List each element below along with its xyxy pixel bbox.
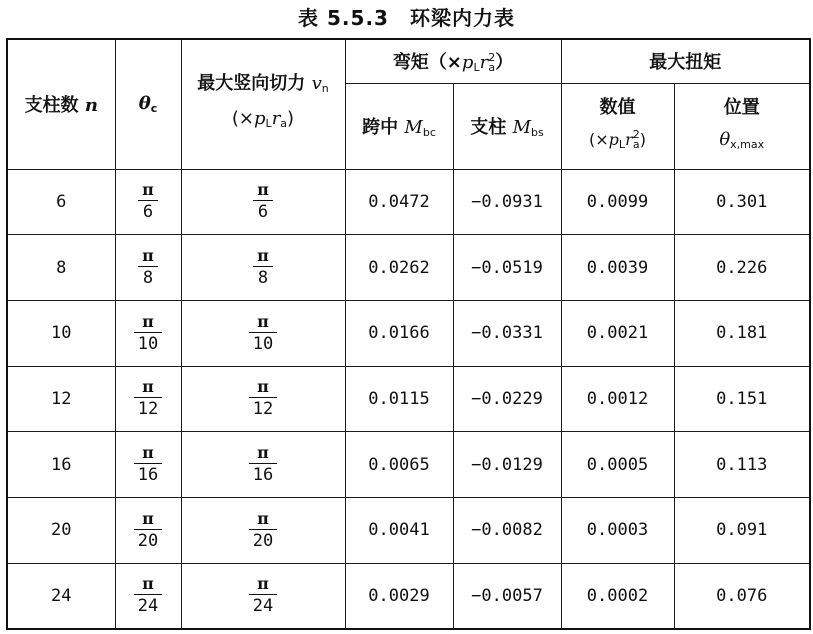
cell-n: 20 (7, 498, 115, 564)
cell-position: 0.091 (674, 498, 810, 564)
cell-torsion: 0.0039 (561, 235, 674, 301)
tv-unit-r-sup: 2 (632, 128, 640, 142)
shear-fraction (253, 246, 273, 289)
cell-position: 0.301 (674, 169, 810, 235)
table-row (7, 366, 810, 432)
unit-open: (× (231, 108, 255, 130)
mid-symbol: M (404, 117, 423, 139)
header-support-count (7, 39, 115, 169)
tv-unit-r-sub: a (632, 138, 640, 152)
cell-m-bc: 0.0262 (345, 235, 453, 301)
sup-symbol: M (512, 117, 531, 139)
moment-group-r: r (479, 52, 489, 74)
cell-m-bs: −0.0229 (453, 366, 561, 432)
shear-fraction (249, 312, 277, 355)
cell-m-bc: 0.0166 (345, 300, 453, 366)
theta-numerator: π (142, 443, 154, 463)
theta-numerator: π (142, 180, 154, 200)
cell-m-bs: −0.0331 (453, 300, 561, 366)
shear-numerator: π (257, 508, 269, 528)
shear-fraction (249, 574, 277, 617)
cell-torsion: 0.0099 (561, 169, 674, 235)
cell-torsion: 0.0021 (561, 300, 674, 366)
table-body (7, 169, 810, 629)
unit-p-sub: L (265, 117, 272, 131)
unit-r: r (271, 108, 281, 130)
theta-denominator: 6 (138, 200, 158, 223)
theta-fraction (134, 574, 162, 617)
unit-r-sub: a (280, 117, 288, 131)
cell-shear (181, 498, 345, 564)
header-max-shear-unit (182, 104, 345, 139)
shear-fraction (249, 509, 277, 552)
header-row-1 (7, 39, 810, 83)
shear-denominator: 8 (253, 266, 273, 289)
cell-m-bs: −0.0129 (453, 432, 561, 498)
cell-n: 10 (7, 300, 115, 366)
theta-denominator: 10 (134, 332, 162, 355)
theta-fraction (138, 246, 158, 289)
moment-group-label: 弯矩（× (392, 52, 462, 74)
shear-denominator: 10 (249, 332, 277, 355)
moment-group-p-sub: L (473, 61, 480, 75)
header-theta-sub: c (150, 102, 158, 116)
cell-position: 0.226 (674, 235, 810, 301)
cell-torsion: 0.0012 (561, 366, 674, 432)
shear-numerator: π (257, 246, 269, 266)
cell-torsion: 0.0003 (561, 498, 674, 564)
shear-denominator: 12 (249, 397, 277, 420)
table-caption: 表 5.5.3 环梁内力表 (298, 6, 515, 30)
shear-fraction (249, 443, 277, 486)
cell-shear (181, 366, 345, 432)
shear-denominator: 6 (253, 200, 273, 223)
cell-m-bs: −0.0082 (453, 498, 561, 564)
ring-beam-force-table (6, 38, 811, 630)
tv-unit-open: (× (589, 129, 609, 149)
header-max-shear-symbol: v (311, 73, 322, 95)
cell-torsion: 0.0002 (561, 563, 674, 629)
cell-theta (115, 432, 181, 498)
moment-group-r-sup: 2 (488, 51, 496, 65)
theta-denominator: 12 (134, 397, 162, 420)
header-mid-moment (345, 83, 453, 169)
cell-n: 12 (7, 366, 115, 432)
torsion-value-unit (562, 124, 674, 161)
header-torsion-value (561, 83, 674, 169)
header-theta-symbol: θ (138, 93, 151, 115)
cell-theta (115, 563, 181, 629)
torsion-value-label: 数值 (599, 96, 636, 118)
table-row (7, 432, 810, 498)
sup-label: 支柱 (470, 117, 507, 139)
header-max-shear-sub: n (321, 82, 329, 96)
cell-m-bs: −0.0057 (453, 563, 561, 629)
header-max-shear (181, 39, 345, 169)
tv-unit-p: p (608, 129, 619, 149)
theta-denominator: 20 (134, 529, 162, 552)
table-row (7, 169, 810, 235)
cell-m-bc: 0.0041 (345, 498, 453, 564)
cell-torsion: 0.0005 (561, 432, 674, 498)
theta-numerator: π (142, 246, 154, 266)
unit-close: ) (287, 108, 295, 130)
cell-m-bc: 0.0472 (345, 169, 453, 235)
theta-numerator: π (142, 377, 154, 397)
theta-fraction (138, 180, 158, 223)
torsion-group-label: 最大扭矩 (649, 52, 722, 74)
header-torsion-group (561, 39, 810, 83)
cell-position: 0.151 (674, 366, 810, 432)
theta-fraction (134, 312, 162, 355)
cell-theta (115, 235, 181, 301)
cell-shear (181, 169, 345, 235)
cell-theta (115, 169, 181, 235)
tv-unit-p-sub: L (618, 137, 626, 151)
theta-numerator: π (142, 311, 154, 331)
cell-position: 0.076 (674, 563, 810, 629)
header-torsion-position (674, 83, 810, 169)
shear-numerator: π (257, 574, 269, 594)
moment-group-p: p (461, 52, 474, 74)
shear-numerator: π (257, 311, 269, 331)
cell-shear (181, 235, 345, 301)
torsion-pos-sub: x,max (730, 137, 765, 151)
mid-label: 跨中 (362, 117, 399, 139)
cell-m-bc: 0.0115 (345, 366, 453, 432)
cell-theta (115, 300, 181, 366)
cell-shear (181, 432, 345, 498)
cell-m-bs: −0.0519 (453, 235, 561, 301)
sup-sub: bs (531, 126, 544, 140)
cell-position: 0.113 (674, 432, 810, 498)
table-row (7, 235, 810, 301)
theta-fraction (134, 509, 162, 552)
cell-theta (115, 366, 181, 432)
shear-numerator: π (257, 443, 269, 463)
cell-position: 0.181 (674, 300, 810, 366)
moment-group-r-sub: a (488, 61, 496, 75)
cell-n: 6 (7, 169, 115, 235)
shear-denominator: 24 (249, 594, 277, 617)
cell-shear (181, 563, 345, 629)
cell-shear (181, 300, 345, 366)
table-row (7, 300, 810, 366)
header-support-moment (453, 83, 561, 169)
moment-group-close: ） (495, 52, 514, 74)
tv-unit-r: r (625, 129, 633, 149)
shear-fraction (253, 180, 273, 223)
mid-sub: bc (422, 126, 436, 140)
header-support-count-label: 支柱数 (24, 95, 79, 117)
table-row (7, 563, 810, 629)
header-theta-c (115, 39, 181, 169)
table-row (7, 498, 810, 564)
theta-denominator: 24 (134, 594, 162, 617)
theta-numerator: π (142, 508, 154, 528)
theta-fraction (134, 377, 162, 420)
shear-numerator: π (257, 377, 269, 397)
cell-n: 8 (7, 235, 115, 301)
header-max-shear-label: 最大竖向切力 (197, 73, 306, 95)
theta-denominator: 8 (138, 266, 158, 289)
shear-denominator: 20 (249, 529, 277, 552)
shear-numerator: π (257, 180, 269, 200)
theta-numerator: π (142, 574, 154, 594)
torsion-pos-symbol: θ (719, 128, 731, 150)
cell-m-bc: 0.0065 (345, 432, 453, 498)
theta-fraction (134, 443, 162, 486)
shear-fraction (249, 377, 277, 420)
cell-m-bc: 0.0029 (345, 563, 453, 629)
shear-denominator: 16 (249, 463, 277, 486)
unit-p: p (254, 108, 266, 130)
cell-theta (115, 498, 181, 564)
header-support-count-symbol: n (84, 95, 98, 117)
cell-n: 24 (7, 563, 115, 629)
header-moment-group (345, 39, 561, 83)
cell-n: 16 (7, 432, 115, 498)
theta-denominator: 16 (134, 463, 162, 486)
torsion-pos-label: 位置 (723, 96, 760, 118)
cell-m-bs: −0.0931 (453, 169, 561, 235)
tv-unit-close: ) (639, 129, 646, 149)
